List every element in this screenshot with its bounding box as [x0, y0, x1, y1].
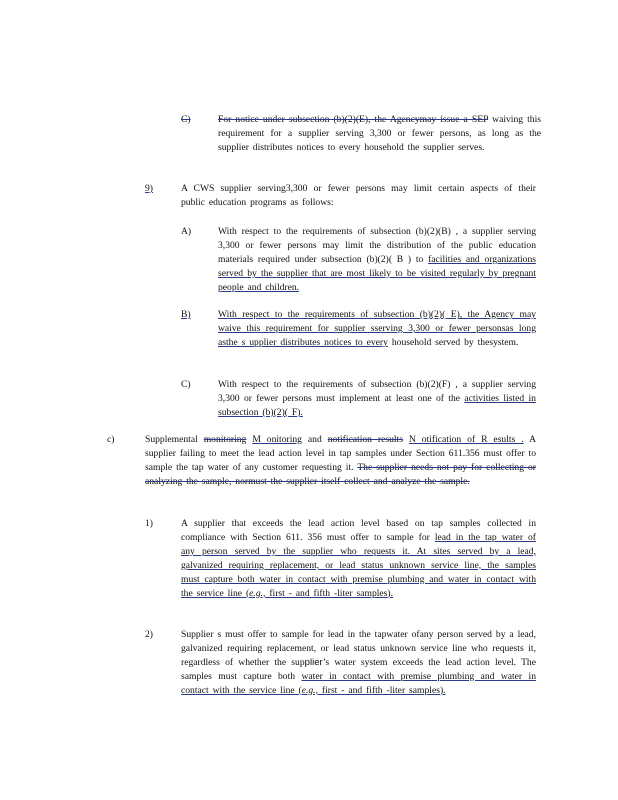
- item-marker-9: 9): [145, 183, 153, 194]
- plain-text: With respect to the requirements of subsection (b)(2)(B) , a supplier serving 3,300 or fewer persons may limit the distribution of the public education materials required under subsection (b)(2)( B ) to: [218, 226, 536, 265]
- inserted-text: water in contact with premise plumbing and water in contact with the service line (: [181, 670, 536, 696]
- item-marker-c-upper: C): [181, 114, 191, 125]
- paragraph-c-activities: [218, 378, 536, 420]
- item-marker-a: A): [181, 226, 192, 237]
- struck-text: monitoring: [203, 434, 247, 445]
- paragraph-1: [181, 517, 536, 600]
- heading-word: Supplemental: [145, 434, 198, 445]
- paragraph-9: [181, 182, 536, 210]
- plain-text: and: [307, 434, 322, 445]
- section-marker-c: c): [107, 434, 115, 445]
- plain-text: ’s water system exceeds the lead action level. The samples must capture both: [181, 656, 536, 682]
- inserted-text: first - and fifth -liter samples).: [265, 587, 393, 599]
- struck-text: The supplier needs not pay for collecting or analyzing the sample, normust the supplier itself collect and analyze the sample.: [145, 461, 536, 487]
- plain-text: With respect to the requirements of subsection (b)(2)(F) , a supplier serving 3,300 or fewer persons must implement at least one of the: [218, 379, 536, 404]
- inserted-text: N otification of R esults .: [408, 434, 524, 445]
- plain-text: A supplier that exceeds the lead action level based on tap samples collected in compliance with Section 611. 356 must offer to sample for: [181, 518, 536, 543]
- plain-text: waiving this requirement for a supplier serving 3,300 or fewer persons, as long as the supplier distributes notices to every household the supplier serves.: [218, 114, 541, 153]
- struck-text: notification results: [327, 434, 403, 445]
- inserted-italic-text: e.g.,: [249, 587, 266, 599]
- paragraph-2: [181, 628, 536, 698]
- inserted-text: first - and fifth -liter samples).: [317, 684, 446, 696]
- item-marker-c: C): [181, 379, 191, 390]
- item-marker-2: 2): [145, 629, 153, 640]
- inserted-text: With respect to the requirements of subsection (b)(2)( E), the Agency may waive this requirement for supplier sserving 3,300 or fewer personsas long asthe s upplier distributes notices to every: [218, 309, 536, 348]
- inserted-italic-text: e.g.,: [301, 684, 318, 696]
- plain-text: household served by thesystem.: [391, 336, 519, 348]
- inserted-text: lead in the tap water of any person served by the supplier who requests it. At sites served by a lead, galvanized requiring replacement, or lead status unknown service line, the samples must capture both water in contact with premise plumbing and water in contact with the service line (: [181, 531, 537, 599]
- item-marker-b: B): [181, 309, 191, 320]
- paragraph-section-c: [145, 433, 536, 489]
- paragraph-b: [218, 308, 536, 350]
- plain-text: Supplier s must offer to sample for lead in the tapwater ofany person served by a lead, galvanized requiring replacement, or lead status unknown service line who requests it, regardless of whether the sup: [181, 629, 536, 668]
- paragraph-a: [218, 225, 536, 295]
- plain-text: A supplier failing to meet the lead action level in tap samples under Section 611.356 must offer to sample the tap water of any customer requesting it.: [145, 434, 536, 473]
- item-marker-1: 1): [145, 518, 153, 529]
- inserted-text: M onitoring: [252, 434, 302, 445]
- plain-text: plier: [304, 656, 323, 668]
- paragraph-c-notice: [218, 113, 541, 155]
- struck-text: For notice under subsection (b)(2)(E), the Agencymay issue a SEP: [218, 114, 489, 125]
- inserted-text: activities listed in subsection (b)(2)( F).: [218, 392, 536, 418]
- inserted-text: facilities and organizations served by the supplier that are most likely to be visited regularly by pregnant people and children.: [218, 253, 536, 293]
- paragraph-9-text: A CWS supplier serving3,300 or fewer persons may limit certain aspects of their public education programs as follows:: [181, 183, 536, 208]
